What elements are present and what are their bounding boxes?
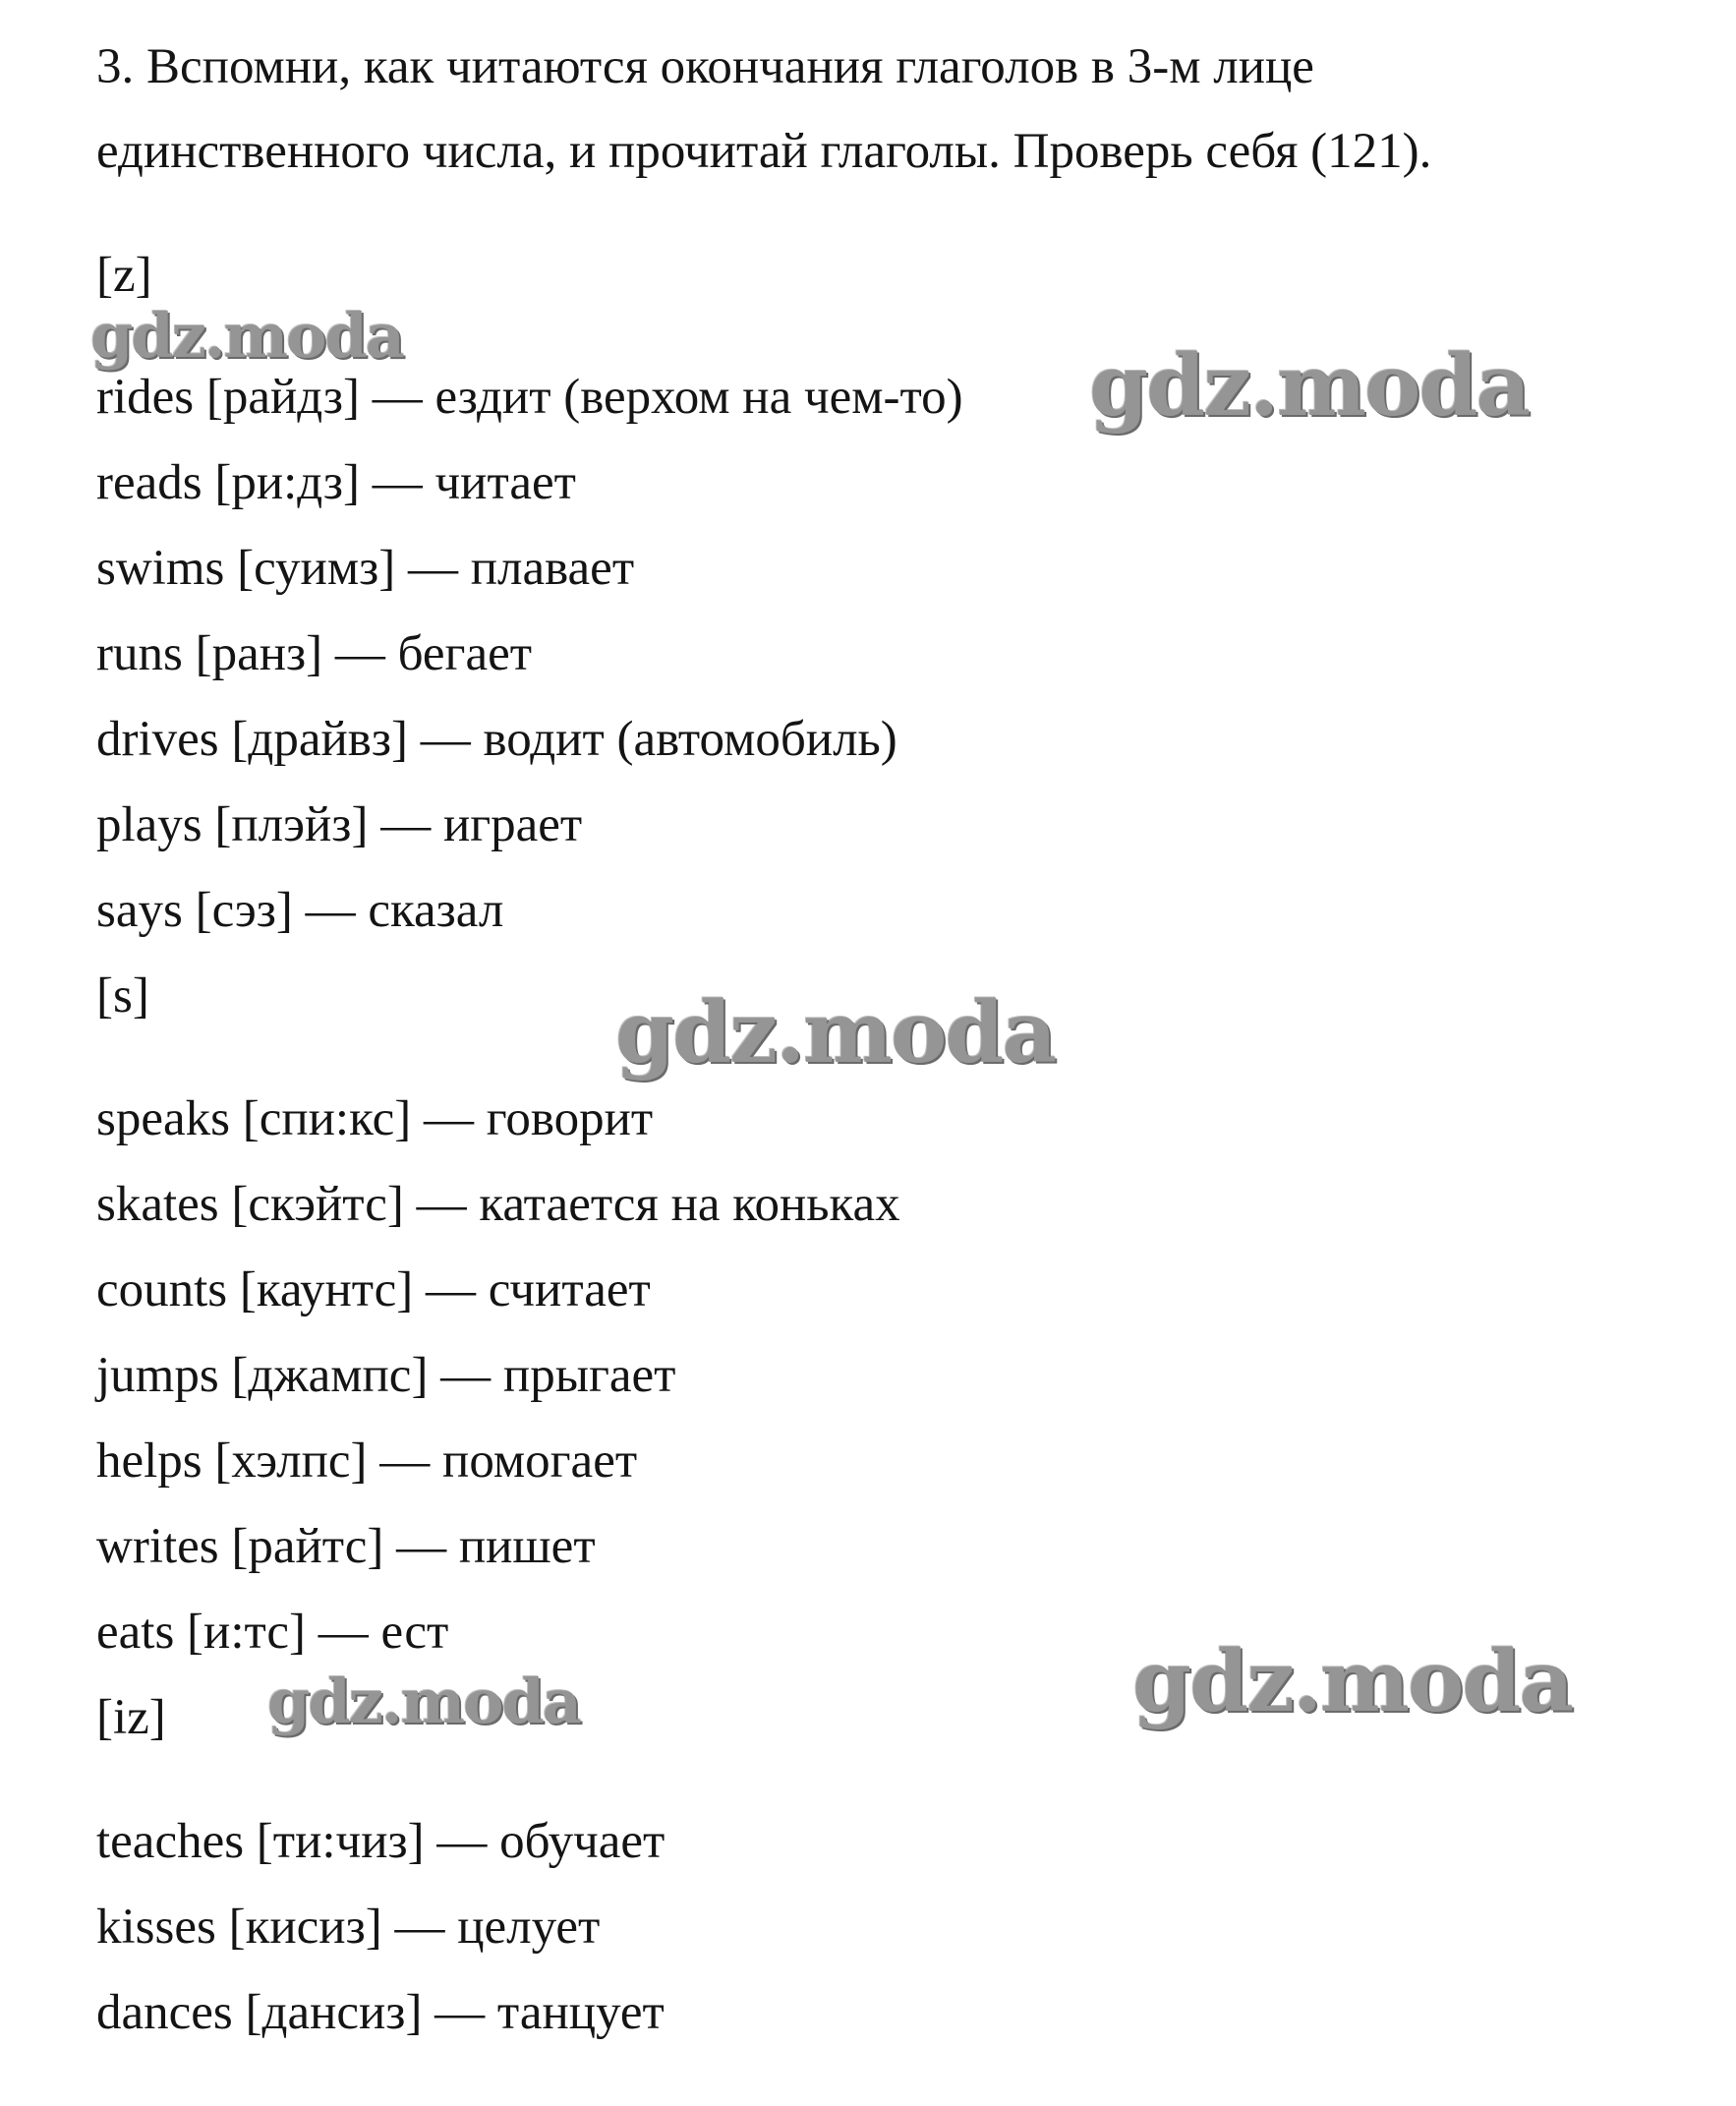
list-item: runs [ранз] — бегает — [96, 626, 533, 681]
section-heading-iz: [iz] — [96, 1690, 166, 1745]
list-item: skates [скэйтс] — катается на коньках — [96, 1177, 900, 1232]
watermark-logo: gdz.moda — [615, 983, 1056, 1082]
list-item: rides [райдз] — ездит (верхом на чем-то) — [96, 370, 963, 425]
watermark-logo: gdz.moda — [1132, 1632, 1573, 1731]
list-item: helps [хэлпс] — помогает — [96, 1433, 638, 1489]
list-item: teaches [ти:чиз] — обучает — [96, 1814, 665, 1869]
list-item: says [сэз] — сказал — [96, 883, 504, 938]
watermark-logo: gdz.moda — [267, 1666, 580, 1737]
list-item: dances [дансиз] — танцует — [96, 1985, 665, 2040]
section-heading-s: [s] — [96, 968, 149, 1024]
task-line-1: 3. Вспомни, как читаются окончания глаголов в 3-м лице — [96, 39, 1314, 94]
task-line-2: единственного числа, и прочитай глаголы. Проверь себя (121). — [96, 124, 1432, 179]
watermark-logo: gdz.moda — [90, 300, 403, 372]
list-item: jumps [джампс] — прыгает — [96, 1348, 676, 1403]
watermark-logo: gdz.moda — [1089, 336, 1530, 436]
list-item: reads [ри:дз] — читает — [96, 455, 576, 510]
list-item: drives [драйвз] — водит (автомобиль) — [96, 712, 897, 767]
list-item: eats [и:тс] — ест — [96, 1605, 449, 1660]
list-item: plays [плэйз] — играет — [96, 797, 583, 852]
list-item: writes [райтс] — пишет — [96, 1519, 596, 1574]
list-item: counts [каунтс] — считает — [96, 1262, 651, 1317]
list-item: kisses [кисиз] — целует — [96, 1900, 601, 1955]
section-heading-z: [z] — [96, 248, 152, 303]
list-item: swims [суимз] — плавает — [96, 541, 635, 596]
list-item: speaks [спи:кс] — говорит — [96, 1091, 654, 1146]
